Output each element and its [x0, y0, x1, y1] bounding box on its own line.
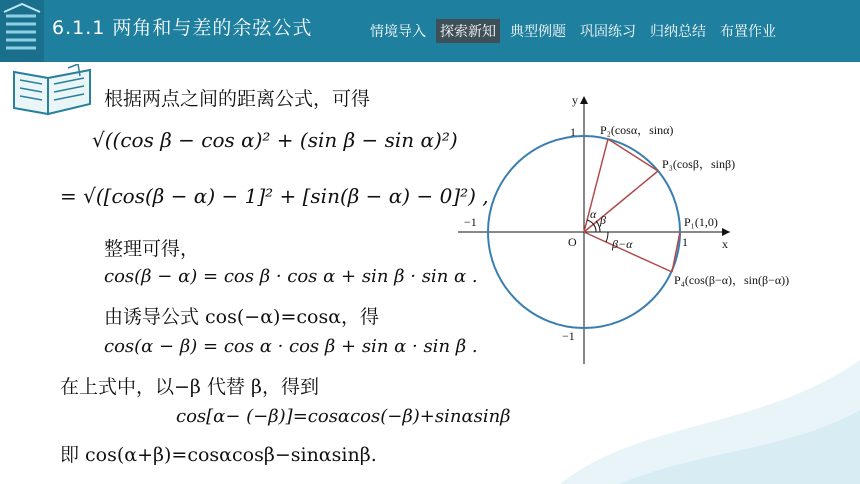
x-axis-label: x	[722, 237, 728, 251]
nav-item-homework[interactable]: 布置作业	[720, 24, 776, 40]
nav-item-examples[interactable]: 典型例题	[510, 24, 566, 40]
y-axis-label: y	[572, 93, 578, 107]
point-p1-label: P₁(1,0)	[684, 215, 718, 229]
header-bar	[0, 0, 860, 62]
text-line-4: 整理可得，	[104, 238, 200, 260]
tick-label-x-neg1: −1	[464, 215, 477, 229]
y-axis-arrow-icon	[580, 96, 588, 104]
nav-item-intro[interactable]: 情境导入	[370, 24, 426, 40]
text-line-1: 根据两点之间的距离公式，可得	[104, 88, 371, 110]
nav-item-practice[interactable]: 巩固练习	[580, 24, 636, 40]
text-line-8: 在上式中，以−β 代替 β，得到	[60, 376, 319, 398]
formula-result-1: cos(β − α) = cos β · cos α + sin β · sin α .	[104, 266, 478, 287]
angle-beta-label: β	[600, 213, 606, 227]
tick-label-x-1: 1	[682, 235, 688, 249]
formula-result-2: cos(α − β) = cos α · cos β + sin α · sin β .	[104, 336, 478, 357]
chord-p2-p3	[608, 139, 658, 171]
point-p2-label: P₂(cosα，sinα)	[600, 123, 674, 137]
tick-label-y-1: 1	[570, 125, 576, 139]
formula-distance-2: = √([cos(β − α) − 1]² + [sin(β − α) − 0]²) ,	[60, 184, 489, 208]
unit-circle-diagram	[450, 92, 850, 372]
point-p3-label: P₃(cosβ，sinβ)	[662, 157, 736, 171]
angle-arc-beta-minus-alpha	[606, 232, 608, 242]
nav-item-explore[interactable]: 探索新知	[436, 19, 500, 43]
page-title: 6.1.1 两角和与差的余弦公式	[52, 17, 313, 39]
origin-label: O	[568, 235, 577, 249]
radius-p3	[584, 171, 658, 232]
text-line-10: 即 cos(α+β)=cosαcosβ−sinαsinβ.	[60, 444, 377, 466]
nav-item-summary[interactable]: 归纳总结	[650, 24, 706, 40]
nav-menu	[366, 19, 780, 43]
x-axis-arrow-icon	[722, 228, 730, 236]
text-line-6: 由诱导公式 cos(−α)=cosα，得	[104, 306, 380, 328]
angle-alpha-label: α	[590, 207, 597, 221]
angle-beta-minus-alpha-label: β−α	[612, 237, 633, 251]
formula-substitution: cos[α− (−β)]=cosαcos(−β)+sinαsinβ	[176, 406, 511, 427]
open-book-icon	[8, 64, 98, 120]
formula-distance-1: √((cos β − cos α)² + (sin β − sin α)²)	[92, 128, 458, 152]
header-logo-icon	[0, 0, 44, 62]
tick-label-y-neg1: −1	[562, 329, 575, 343]
point-p4-label: P₄(cos(β−α)，sin(β−α))	[674, 273, 790, 287]
